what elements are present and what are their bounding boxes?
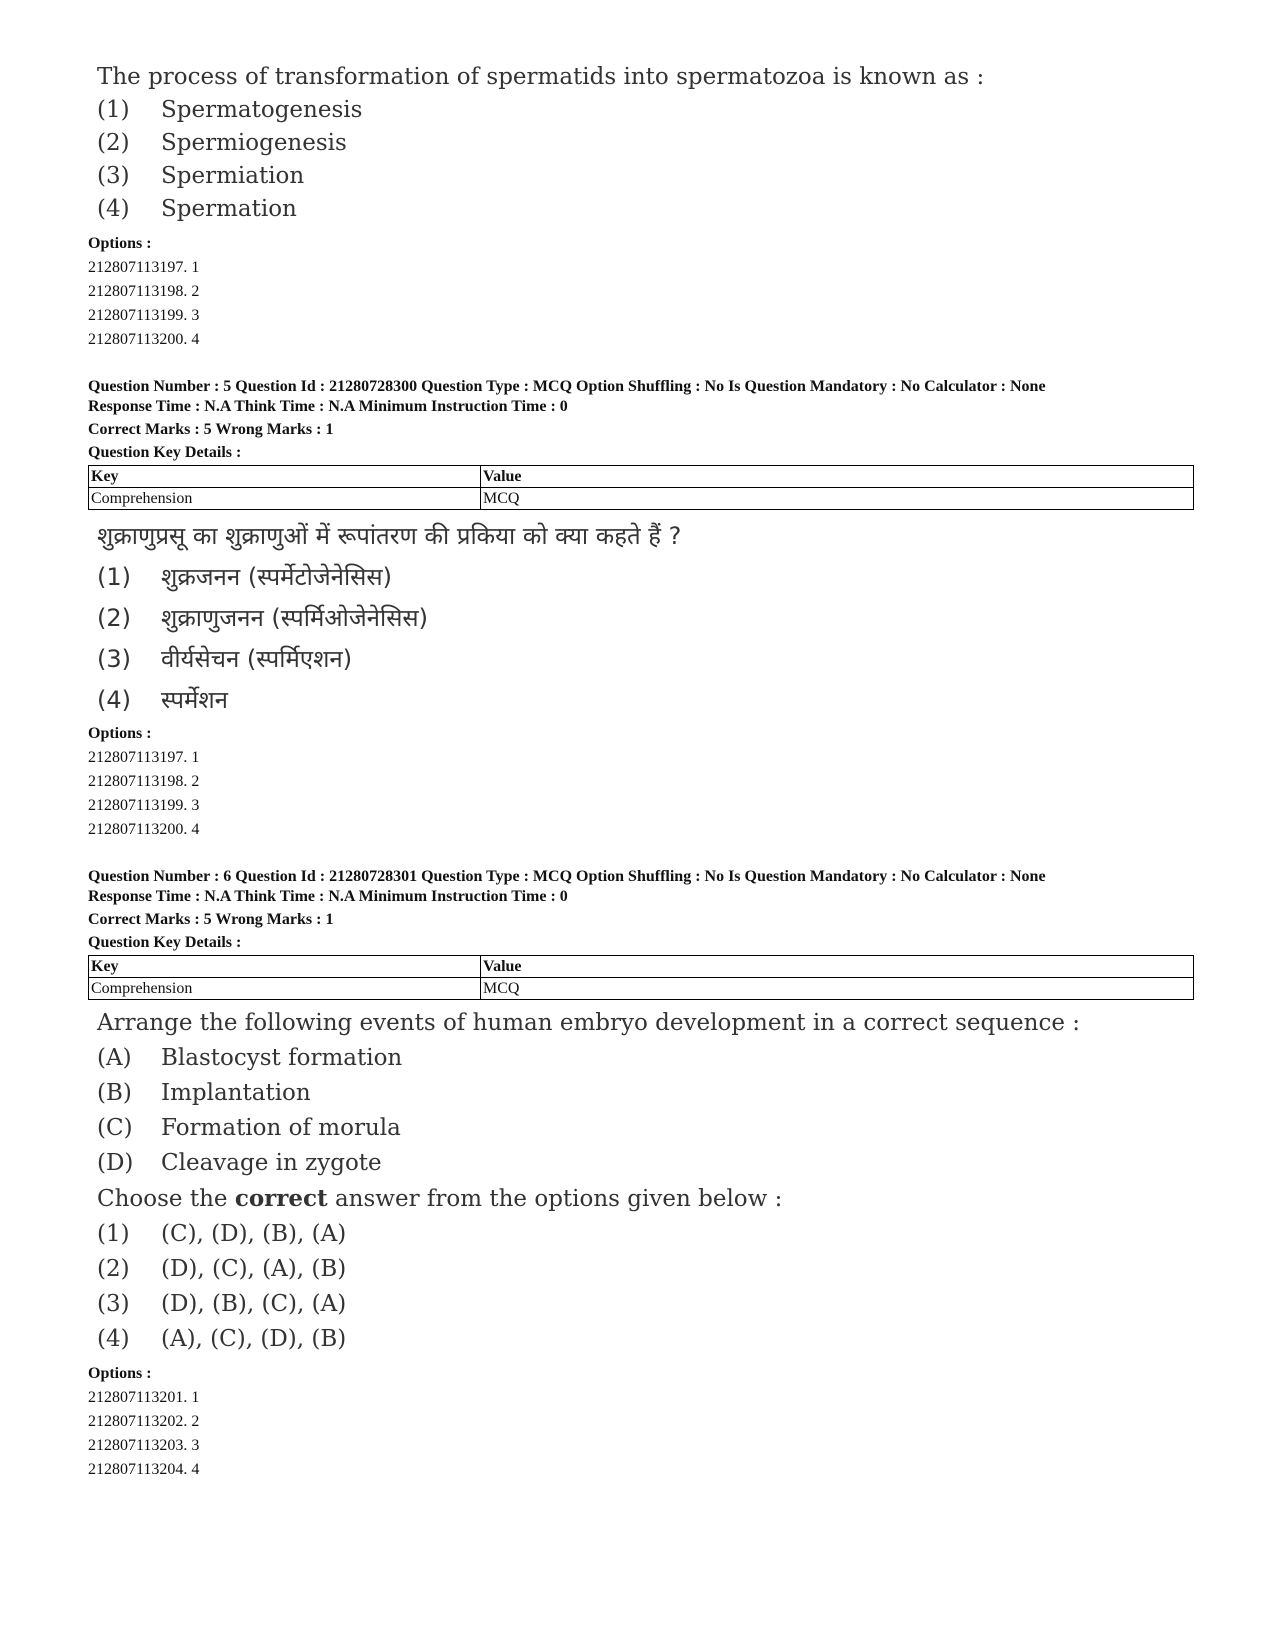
choice-text: Spermiogenesis bbox=[161, 130, 347, 156]
table-header-key: Key bbox=[89, 956, 481, 978]
question-header: Question Number : 5 Question Id : 21280728300 Question Type : MCQ Option Shuffling : No Is Question Mandatory : No Calculator : None bbox=[88, 378, 1046, 395]
table-header-value: Value bbox=[481, 466, 1194, 488]
event-label: (C) bbox=[97, 1115, 133, 1141]
instruction-text: answer from the options given below : bbox=[327, 1186, 783, 1212]
question-timing: Response Time : N.A Think Time : N.A Minimum Instruction Time : 0 bbox=[88, 888, 568, 905]
choice-text: शुक्राणुजनन (स्पर्मिओजेनेसिस) bbox=[161, 604, 429, 632]
choice-text: शुक्रजनन (स्पर्मेटोजेनेसिस) bbox=[161, 563, 392, 591]
options-label: Options : bbox=[88, 1365, 152, 1382]
question-4-choice-3 bbox=[97, 160, 1197, 193]
question-6-event-c bbox=[97, 1111, 1197, 1146]
key-details-label: Question Key Details : bbox=[88, 934, 242, 951]
question-6-event-b bbox=[97, 1076, 1197, 1111]
option-id: 212807113204. 4 bbox=[88, 1461, 200, 1478]
choice-number: (1) bbox=[97, 1221, 130, 1247]
question-stem-text: शुक्राणुप्रसू का शुक्राणुओं में रूपांतरण की प्रकिया को क्या कहते हैं ? bbox=[97, 522, 682, 550]
table-row bbox=[89, 488, 1194, 510]
event-text: Blastocyst formation bbox=[161, 1045, 403, 1071]
choice-text: Spermation bbox=[161, 196, 297, 222]
question-timing: Response Time : N.A Think Time : N.A Minimum Instruction Time : 0 bbox=[88, 398, 568, 415]
option-id: 212807113198. 2 bbox=[88, 283, 200, 300]
option-id: 212807113197. 1 bbox=[88, 749, 200, 766]
question-5-options bbox=[88, 722, 199, 842]
question-6-choice-1 bbox=[97, 1217, 1197, 1252]
choice-text: वीर्यसेचन (स्पर्मिएशन) bbox=[161, 645, 353, 673]
event-text: Formation of morula bbox=[161, 1115, 401, 1141]
question-6-body bbox=[97, 1006, 1197, 1357]
question-marks: Correct Marks : 5 Wrong Marks : 1 bbox=[88, 911, 334, 928]
question-6-key-table bbox=[88, 955, 1194, 1000]
question-6-stem: Arrange the following events of human embryo development in a correct sequence : bbox=[97, 1010, 1081, 1036]
option-id: 212807113197. 1 bbox=[88, 259, 200, 276]
question-6-choice-3 bbox=[97, 1287, 1197, 1322]
question-6-choice-4 bbox=[97, 1322, 1197, 1357]
key-details-label: Question Key Details : bbox=[88, 444, 242, 461]
option-id: 212807113202. 2 bbox=[88, 1413, 200, 1430]
instruction-emphasis: correct bbox=[234, 1185, 328, 1212]
question-5-choice-1 bbox=[97, 557, 1197, 598]
option-id: 212807113198. 2 bbox=[88, 773, 200, 790]
question-4-choice-4 bbox=[97, 193, 1197, 226]
option-id: 212807113200. 4 bbox=[88, 331, 200, 348]
question-header: Question Number : 6 Question Id : 21280728301 Question Type : MCQ Option Shuffling : No Is Question Mandatory : No Calculator : None bbox=[88, 868, 1046, 885]
choice-number: (2) bbox=[97, 604, 131, 632]
question-6-instruction bbox=[97, 1181, 1197, 1217]
question-4-choice-1 bbox=[97, 94, 1197, 127]
question-5-choice-3 bbox=[97, 639, 1197, 680]
table-header-value: Value bbox=[481, 956, 1194, 978]
table-header-row bbox=[89, 956, 1194, 978]
question-4-options bbox=[88, 232, 199, 352]
choice-number: (3) bbox=[97, 645, 131, 673]
options-label: Options : bbox=[88, 235, 152, 252]
choice-text: Spermatogenesis bbox=[161, 97, 363, 123]
question-5-body bbox=[97, 516, 1197, 721]
event-text: Cleavage in zygote bbox=[161, 1150, 382, 1176]
table-header-key: Key bbox=[89, 466, 481, 488]
question-5-meta bbox=[88, 377, 1046, 463]
event-text: Implantation bbox=[161, 1080, 311, 1106]
question-5-key-table bbox=[88, 465, 1194, 510]
choice-text: स्पर्मेशन bbox=[161, 686, 228, 714]
choice-text: (A), (C), (D), (B) bbox=[161, 1326, 347, 1352]
choice-number: (1) bbox=[97, 97, 130, 123]
question-6-choice-2 bbox=[97, 1252, 1197, 1287]
question-6-event-d bbox=[97, 1146, 1197, 1181]
choice-number: (2) bbox=[97, 130, 130, 156]
choice-number: (4) bbox=[97, 686, 131, 714]
table-header-row bbox=[89, 466, 1194, 488]
choice-text: Spermiation bbox=[161, 163, 305, 189]
question-4-stem: The process of transformation of spermatids into spermatozoa is known as : bbox=[97, 64, 985, 90]
option-id: 212807113203. 3 bbox=[88, 1437, 200, 1454]
options-label: Options : bbox=[88, 725, 152, 742]
option-id: 212807113200. 4 bbox=[88, 821, 200, 838]
choice-text: (D), (B), (C), (A) bbox=[161, 1291, 347, 1317]
option-id: 212807113199. 3 bbox=[88, 797, 200, 814]
choice-text: (C), (D), (B), (A) bbox=[161, 1221, 347, 1247]
instruction-text: Choose the bbox=[97, 1186, 235, 1212]
table-cell-value: MCQ bbox=[481, 978, 1194, 1000]
question-5-choice-4 bbox=[97, 680, 1197, 721]
question-4-body bbox=[97, 61, 1197, 226]
option-id: 212807113201. 1 bbox=[88, 1389, 200, 1406]
question-4-choice-2 bbox=[97, 127, 1197, 160]
choice-number: (1) bbox=[97, 563, 131, 591]
choice-number: (2) bbox=[97, 1256, 130, 1282]
table-row bbox=[89, 978, 1194, 1000]
event-label: (D) bbox=[97, 1150, 134, 1176]
table-cell-value: MCQ bbox=[481, 488, 1194, 510]
question-5-stem bbox=[97, 516, 1197, 557]
choice-number: (4) bbox=[97, 196, 130, 222]
question-6-event-a bbox=[97, 1041, 1197, 1076]
event-label: (B) bbox=[97, 1080, 132, 1106]
question-marks: Correct Marks : 5 Wrong Marks : 1 bbox=[88, 421, 334, 438]
question-5-choice-2 bbox=[97, 598, 1197, 639]
table-cell-key: Comprehension bbox=[89, 488, 481, 510]
question-6-meta bbox=[88, 867, 1046, 953]
choice-number: (3) bbox=[97, 1291, 130, 1317]
choice-number: (3) bbox=[97, 163, 130, 189]
choice-number: (4) bbox=[97, 1326, 130, 1352]
option-id: 212807113199. 3 bbox=[88, 307, 200, 324]
event-label: (A) bbox=[97, 1045, 132, 1071]
table-cell-key: Comprehension bbox=[89, 978, 481, 1000]
choice-text: (D), (C), (A), (B) bbox=[161, 1256, 347, 1282]
question-6-options bbox=[88, 1362, 199, 1482]
